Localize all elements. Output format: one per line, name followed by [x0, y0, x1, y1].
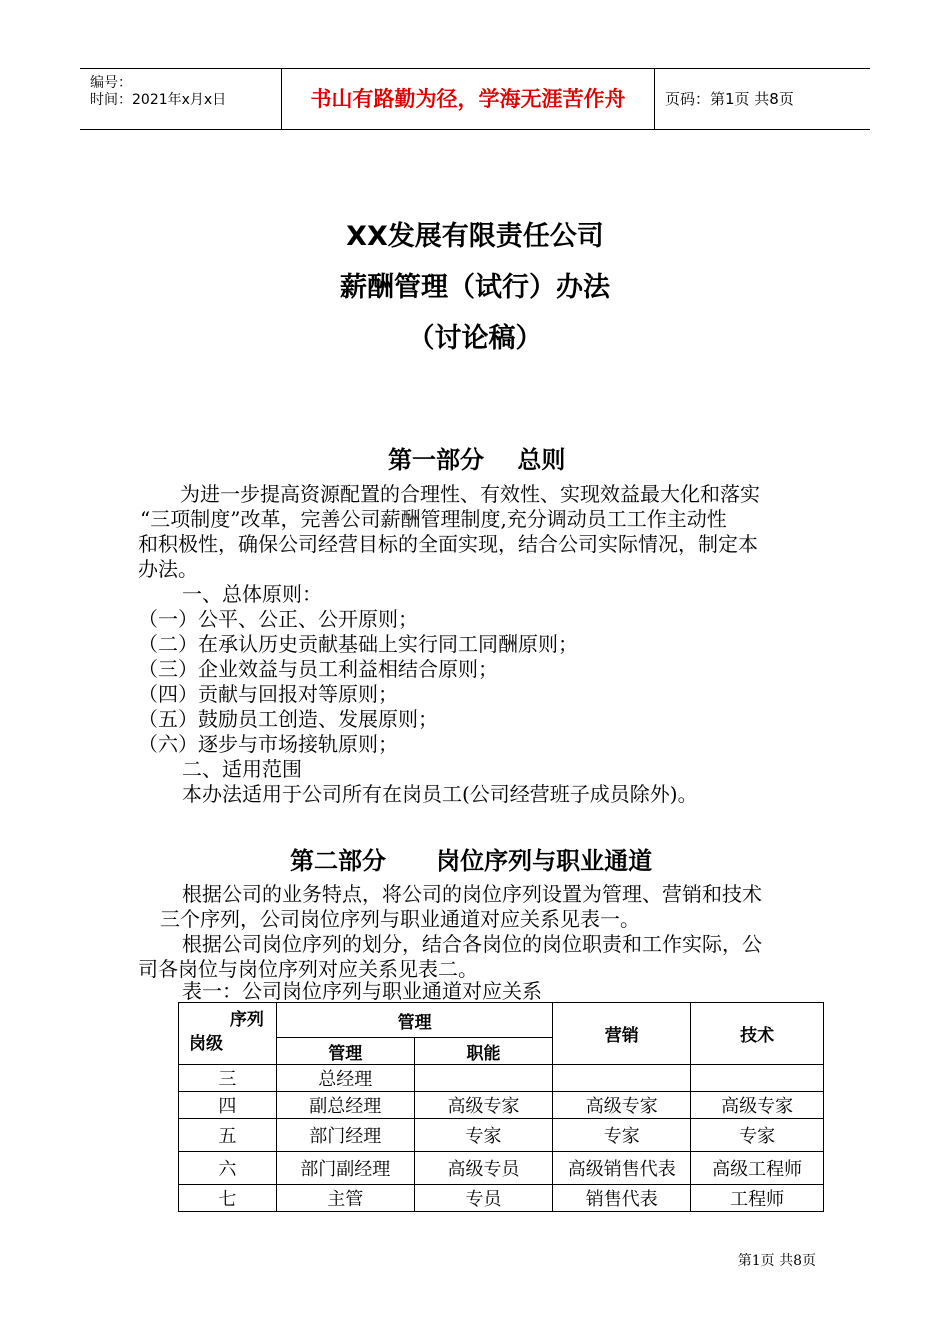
sales-cell [553, 1065, 691, 1092]
table-caption: 表一：公司岗位序列与职业通道对应关系 [182, 979, 542, 1003]
function-cell [414, 1065, 553, 1092]
draft-label: （讨论稿） [407, 323, 543, 354]
tech-cell: 高级工程师 [691, 1152, 824, 1185]
management-cell: 部门副经理 [276, 1152, 414, 1185]
header-tech: 技术 [691, 1003, 824, 1065]
document-title: 薪酬管理（试行）办法 [340, 272, 610, 303]
number-label: 编号： [90, 75, 132, 91]
page-footer: 第1页 共8页 [737, 1253, 816, 1269]
paragraph-line: 三个序列，公司岗位序列与职业通道对应关系见表一。 [160, 907, 640, 931]
corner-level-label: 岗级 [189, 1034, 223, 1054]
position-sequence-table [178, 1002, 824, 1212]
table-corner-cell [179, 1003, 277, 1065]
table-row [179, 1092, 824, 1119]
company-title: XX发展有限责任公司 [346, 221, 604, 252]
sales-cell: 高级销售代表 [553, 1152, 691, 1185]
list-item: （四）贡献与回报对等原则； [138, 682, 398, 706]
paragraph-line: 本办法适用于公司所有在岗员工(公司经营班子成员除外)。 [182, 782, 698, 806]
level-cell: 三 [179, 1065, 277, 1092]
function-cell: 高级专家 [414, 1092, 553, 1119]
header-management-group: 管理 [276, 1003, 553, 1038]
management-cell: 副总经理 [276, 1092, 414, 1119]
function-cell: 专员 [414, 1185, 553, 1212]
paragraph-line: 根据公司的业务特点，将公司的岗位序列设置为管理、营销和技术 [182, 882, 762, 906]
paragraph-line: “三项制度”改革，完善公司薪酬管理制度,充分调动员工工作主动性 [140, 507, 727, 531]
part2-heading: 第二部分 岗位序列与职业通道 [290, 847, 653, 875]
paragraph-line: 根据公司岗位序列的划分，结合各岗位的岗位职责和工作实际，公 [182, 932, 762, 956]
table-row [179, 1185, 824, 1212]
header-motto: 书山有路勤为径，学海无涯苦作舟 [282, 69, 655, 129]
paragraph-line: 和积极性，确保公司经营目标的全面实现，结合公司实际情况，制定本 [138, 532, 758, 556]
table-row [179, 1152, 824, 1185]
page-header [80, 68, 870, 130]
paragraph-line: 办法。 [138, 557, 198, 581]
table-row [179, 1065, 824, 1092]
function-cell: 高级专员 [414, 1152, 553, 1185]
tech-cell: 高级专家 [691, 1092, 824, 1119]
function-cell: 专家 [414, 1119, 553, 1152]
paragraph-line: 为进一步提高资源配置的合理性、有效性、实现效益最大化和落实 [180, 482, 760, 506]
list-item: （三）企业效益与员工利益相结合原则； [138, 657, 498, 681]
table-row [179, 1119, 824, 1152]
list-item: （五）鼓励员工创造、发展原则； [138, 707, 438, 731]
level-cell: 六 [179, 1152, 277, 1185]
management-cell: 主管 [276, 1185, 414, 1212]
page-code: 页码：第1页 共8页 [665, 90, 794, 108]
time-label: 时间：2021年x月x日 [90, 92, 227, 108]
tech-cell: 工程师 [691, 1185, 824, 1212]
header-management: 管理 [276, 1038, 414, 1065]
sales-cell: 专家 [553, 1119, 691, 1152]
tech-cell: 专家 [691, 1119, 824, 1152]
header-function: 职能 [414, 1038, 553, 1065]
list-item: （二）在承认历史贡献基础上实行同工同酬原则； [138, 632, 578, 656]
corner-sequence-label: 序列 [229, 1010, 264, 1030]
level-cell: 五 [179, 1119, 277, 1152]
sales-cell: 销售代表 [553, 1185, 691, 1212]
tech-cell [691, 1065, 824, 1092]
list-item: （六）逐步与市场接轨原则； [138, 732, 398, 756]
level-cell: 七 [179, 1185, 277, 1212]
section-subtitle: 二、适用范围 [182, 757, 302, 781]
paragraph-line: 司各岗位与岗位序列对应关系见表二。 [138, 957, 478, 981]
management-cell: 部门经理 [276, 1119, 414, 1152]
list-item: （一）公平、公正、公开原则； [138, 607, 418, 631]
header-sales: 营销 [553, 1003, 691, 1065]
management-cell: 总经理 [276, 1065, 414, 1092]
sales-cell: 高级专家 [553, 1092, 691, 1119]
section-subtitle: 一、总体原则： [182, 582, 322, 606]
part1-heading: 第一部分 总则 [388, 446, 566, 474]
header-meta [80, 69, 282, 129]
level-cell: 四 [179, 1092, 277, 1119]
